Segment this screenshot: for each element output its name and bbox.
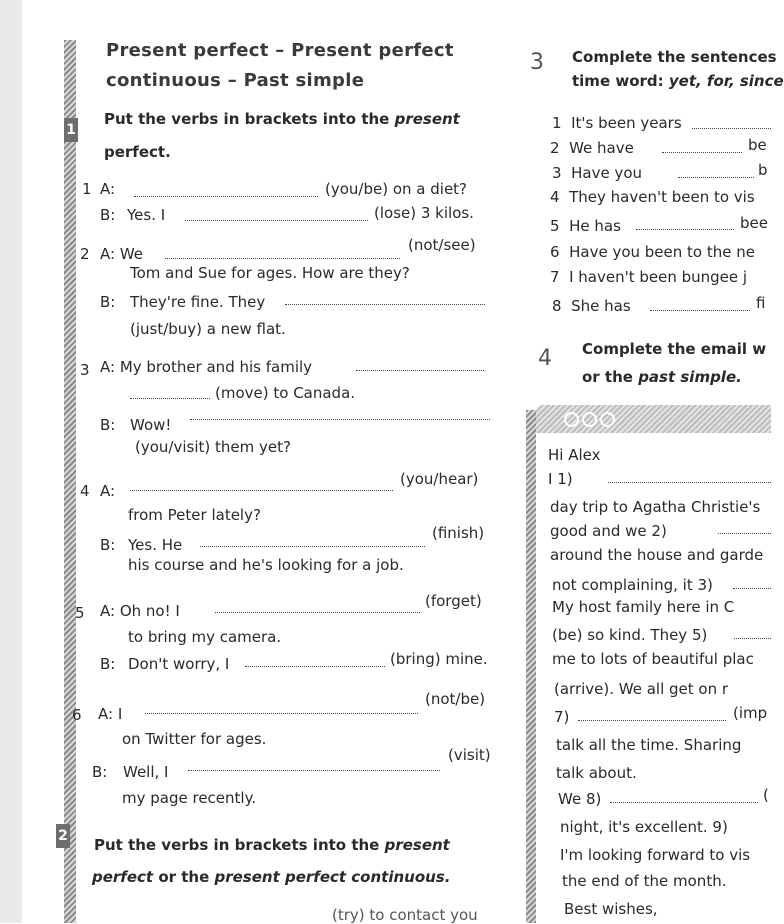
item-6-a-blank[interactable] (145, 713, 418, 714)
item-4-b-hint: (finish) (432, 524, 485, 542)
item-2-a-blank[interactable] (165, 258, 400, 259)
ex2-instruction-b: perfect or the present perfect continuous. (92, 868, 451, 886)
ex3-item-1-blank[interactable] (692, 128, 771, 129)
item-2-a-hint: (not/see) (408, 236, 476, 254)
item-4-b-blank[interactable] (200, 546, 425, 547)
ex3-item-2-blank[interactable] (662, 152, 742, 153)
item-5-number: 5 (75, 604, 85, 622)
item-4-a-blank[interactable] (130, 490, 393, 491)
item-2-b-blank[interactable] (285, 304, 485, 305)
window-circle-icon[interactable] (600, 412, 615, 427)
ex3-item-5: 5 He has (550, 217, 621, 235)
email-blank-2[interactable] (718, 533, 771, 534)
window-circle-icon[interactable] (564, 412, 579, 427)
item-4-b-text: Yes. He (128, 536, 183, 554)
email-line-14-tail: ( (763, 786, 769, 804)
item-6-a-label: A: I (98, 705, 123, 723)
ex3-item-5-blank[interactable] (636, 229, 734, 230)
item-6-b-label: B: (92, 763, 108, 781)
email-line-11: 7) (554, 708, 570, 726)
email-line-11-tail: (imp (733, 704, 768, 722)
item-3-a-cont: (move) to Canada. (215, 384, 356, 402)
item-1-number: 1 (82, 180, 92, 198)
email-line-18: Best wishes, (564, 900, 658, 918)
item-2-b-label: B: (100, 293, 116, 311)
ex4-instruction-b: or the past simple. (582, 368, 742, 386)
ex2-instruction-a: Put the verbs in brackets into the present (94, 836, 450, 854)
ex3-item-6: 6 Have you been to the ne (550, 243, 755, 261)
exercise-1-badge: 1 (64, 118, 78, 142)
email-window-titlebar (536, 405, 771, 433)
email-line-13: talk about. (556, 764, 637, 782)
email-line-5: around the house and garde (550, 546, 764, 564)
item-4-a-hint: (you/hear) (400, 470, 479, 488)
ex3-item-8-blank[interactable] (650, 310, 750, 311)
ex3-item-3: 3 Have you (552, 164, 642, 182)
ex2-first-line: (try) to contact you (332, 906, 478, 924)
item-6-a-hint: (not/be) (425, 690, 486, 708)
item-1-b-blank[interactable] (185, 220, 368, 221)
ex3-item-2-tail: be (748, 136, 767, 154)
email-blank-7[interactable] (578, 720, 726, 721)
email-line-7: My host family here in C (552, 598, 735, 616)
ex3-item-1: 1 It's been years (552, 114, 682, 132)
item-3-b-text: Wow! (130, 416, 172, 434)
email-line-3: day trip to Agatha Christie's (550, 498, 761, 516)
item-1-b-label: B: (100, 206, 116, 224)
item-2-number: 2 (80, 245, 90, 263)
email-line-9: me to lots of beautiful plac (552, 650, 754, 668)
item-6-b-blank[interactable] (188, 770, 440, 771)
ex3-item-3-blank[interactable] (678, 177, 754, 178)
ex3-item-8: 8 She has (552, 297, 631, 315)
left-margin-stripe (64, 40, 76, 923)
email-line-2: I 1) (548, 470, 573, 488)
email-line-10: (arrive). We all get on r (554, 680, 729, 698)
page-title-line1: Present perfect – Present perfect (106, 40, 454, 61)
email-line-8: (be) so kind. They 5) (552, 626, 708, 644)
item-1-a-label: A: (100, 180, 116, 198)
email-blank-5[interactable] (734, 638, 771, 639)
item-5-a-blank[interactable] (215, 612, 420, 613)
item-6-a-cont: on Twitter for ages. (122, 730, 267, 748)
item-3-b-blank[interactable] (190, 419, 490, 420)
email-line-15: night, it's excellent. 9) (560, 818, 728, 836)
item-1-b-text: Yes. I (127, 206, 166, 224)
item-6-b-cont: my page recently. (122, 789, 257, 807)
email-blank-3[interactable] (733, 588, 771, 589)
email-left-border (526, 410, 536, 923)
item-2-a-label: A: We (100, 245, 144, 263)
item-5-b-hint: (bring) mine. (390, 650, 488, 668)
item-1-a-blank[interactable] (134, 196, 318, 197)
item-6-b-text: Well, I (123, 763, 169, 781)
item-6-b-hint: (visit) (448, 746, 491, 764)
ex1-instruction-c: perfect. (104, 143, 171, 161)
item-4-b-label: B: (100, 536, 116, 554)
email-line-14: We 8) (558, 790, 602, 808)
email-line-4: good and we 2) (550, 522, 667, 540)
item-2-b-cont: (just/buy) a new flat. (130, 320, 286, 338)
ex1-instruction-a: Put the verbs in brackets into the present (104, 110, 460, 128)
item-5-b-text: Don't worry, I (128, 655, 230, 673)
item-5-a-cont: to bring my camera. (128, 628, 282, 646)
ex3-item-3-tail: b (758, 161, 768, 179)
item-5-a-hint: (forget) (425, 592, 482, 610)
page-gutter (0, 0, 22, 923)
item-5-a-label: A: Oh no! I (100, 602, 180, 620)
item-3-a-blank2[interactable] (130, 398, 210, 399)
item-4-a-label: A: (100, 482, 116, 500)
item-3-a-blank[interactable] (356, 370, 484, 371)
item-1-b-hint: (lose) 3 kilos. (374, 204, 474, 222)
exercise-3-number: 3 (530, 50, 544, 75)
page-title-line2: continuous – Past simple (106, 70, 365, 91)
item-3-b-cont: (you/visit) them yet? (135, 438, 291, 456)
item-2-a-cont: Tom and Sue for ages. How are they? (130, 264, 410, 282)
item-5-b-label: B: (100, 655, 116, 673)
ex3-item-8-tail: fi (756, 294, 766, 312)
email-line-16: I'm looking forward to vis (560, 846, 751, 864)
item-4-number: 4 (80, 482, 90, 500)
item-4-b-cont: his course and he's looking for a job. (128, 556, 404, 574)
exercise-2-badge: 2 (56, 824, 70, 848)
ex3-instruction-b: time word: yet, for, since (572, 72, 784, 90)
email-line-12: talk all the time. Sharing (556, 736, 742, 754)
email-blank-8[interactable] (610, 802, 758, 803)
ex3-item-2: 2 We have (550, 139, 634, 157)
email-line-6: not complaining, it 3) (552, 576, 713, 594)
exercise-4-number: 4 (538, 346, 552, 371)
item-3-a-label: A: My brother and his family (100, 358, 313, 376)
ex3-instruction-a: Complete the sentences (572, 48, 777, 66)
item-2-b-text: They're fine. They (130, 293, 266, 311)
item-3-number: 3 (80, 361, 90, 379)
email-line-1: Hi Alex (548, 446, 601, 464)
email-blank-1[interactable] (608, 482, 771, 483)
item-3-b-label: B: (100, 416, 116, 434)
ex3-item-7: 7 I haven't been bungee j (550, 268, 748, 286)
ex3-item-4: 4 They haven't been to vis (550, 188, 755, 206)
item-4-a-cont: from Peter lately? (128, 506, 261, 524)
ex3-item-5-tail: bee (740, 214, 768, 232)
email-line-17: the end of the month. (562, 872, 727, 890)
item-5-b-blank[interactable] (245, 666, 385, 667)
ex4-instruction-a: Complete the email w (582, 340, 767, 358)
item-6-number: 6 (72, 706, 82, 724)
item-1-a-hint: (you/be) on a diet? (325, 180, 468, 198)
window-circle-icon[interactable] (582, 412, 597, 427)
